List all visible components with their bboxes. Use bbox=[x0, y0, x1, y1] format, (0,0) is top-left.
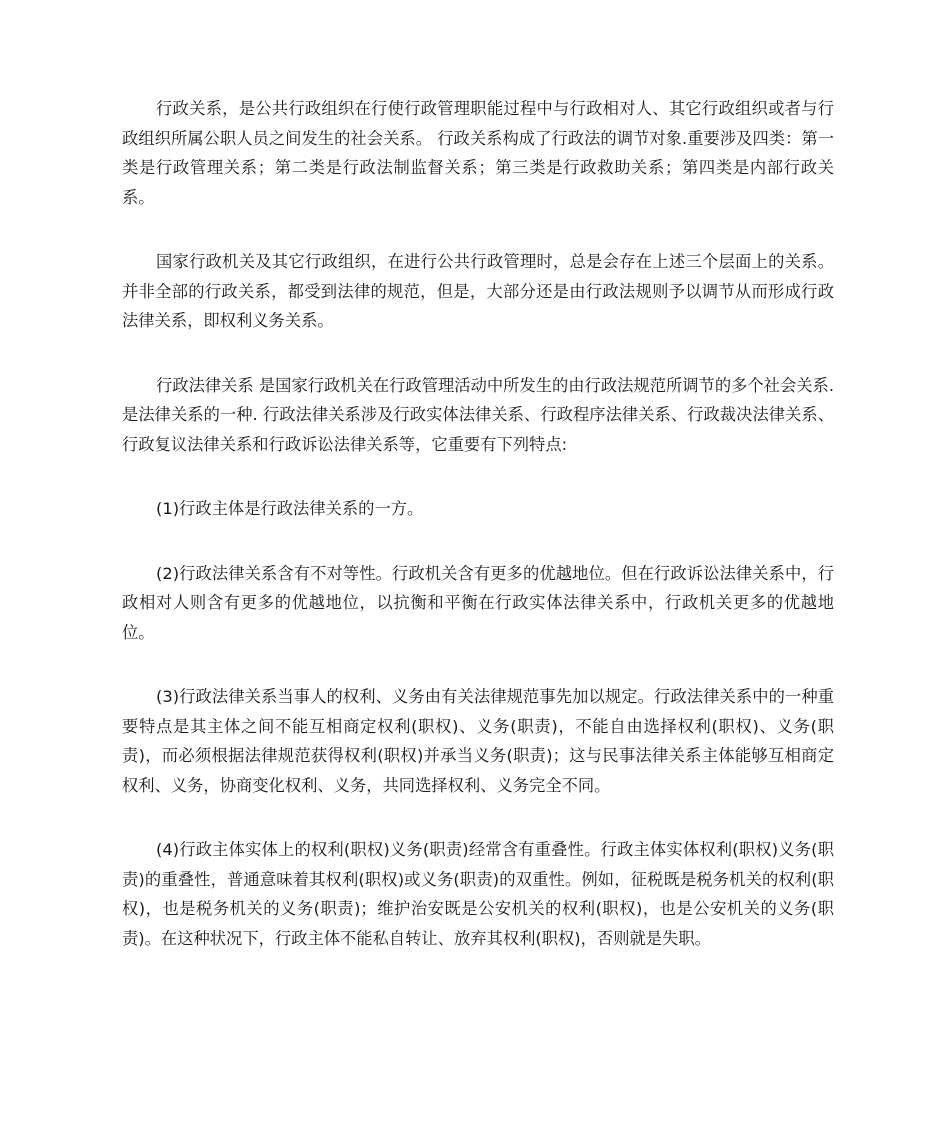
paragraph-administrative-relations: 行政关系，是公共行政组织在行使行政管理职能过程中与行政相对人、其它行政组织或者与行政组织所属公职人员之间发生的社会关系。 行政关系构成了行政法的调节对象.重要涉及四类：第一类是行政管理关系；第二类是行政法制监督关系；第三类是行政救助关系；第四类是内部行政关系。 bbox=[122, 99, 834, 207]
paragraph-feature-4: (4)行政主体实体上的权利(职权)义务(职责)经常含有重叠性。行政主体实体权利(职权)义务(职责)的重叠性，普通意味着其权利(职权)或义务(职责)的双重性。例如，征税既是税务机关的权利(职权)，也是税务机关的义务(职责)；维护治安既是公安机关的权利(职权)，也是公安机关的义务(职责)。在这种状况下，行政主体不能私自转让、放弃其权利(职权)，否则就是失职。 bbox=[122, 840, 834, 948]
paragraph-administrative-legal-relations: 行政法律关系 是国家行政机关在行政管理活动中所发生的由行政法规范所调节的多个社会关系.是法律关系的一种. 行政法律关系涉及行政实体法律关系、行政程序法律关系、行政裁决法律关系、行政复议法律关系和行政诉讼法律关系等，它重要有下列特点: bbox=[122, 375, 834, 454]
paragraph-feature-3: (3)行政法律关系当事人的权利、义务由有关法律规范事先加以规定。行政法律关系中的一种重要特点是其主体之间不能互相商定权利(职权)、义务(职责)，不能自由选择权利(职权)、义务(职责)，而必须根据法律规范获得权利(职权)并承当义务(职责)；这与民事法律关系主体能够互相商定权利、义务，协商变化权利、义务，共同选择权利、义务完全不同。 bbox=[122, 687, 834, 795]
paragraph-feature-2: (2)行政法律关系含有不对等性。行政机关含有更多的优越地位。但在行政诉讼法律关系中，行政相对人则含有更多的优越地位，以抗衡和平衡在行政实体法律关系中，行政机关更多的优越地位。 bbox=[122, 563, 834, 642]
paragraph-legal-regulation: 国家行政机关及其它行政组织，在进行公共行政管理时，总是会存在上述三个层面上的关系。并非全部的行政关系，都受到法律的规范，但是，大部分还是由行政法规则予以调节从而形成行政法律关系，即权利义务关系。 bbox=[122, 252, 834, 330]
paragraph-feature-1: (1)行政主体是行政法律关系的一方。 bbox=[156, 499, 424, 518]
document-body bbox=[122, 94, 834, 988]
